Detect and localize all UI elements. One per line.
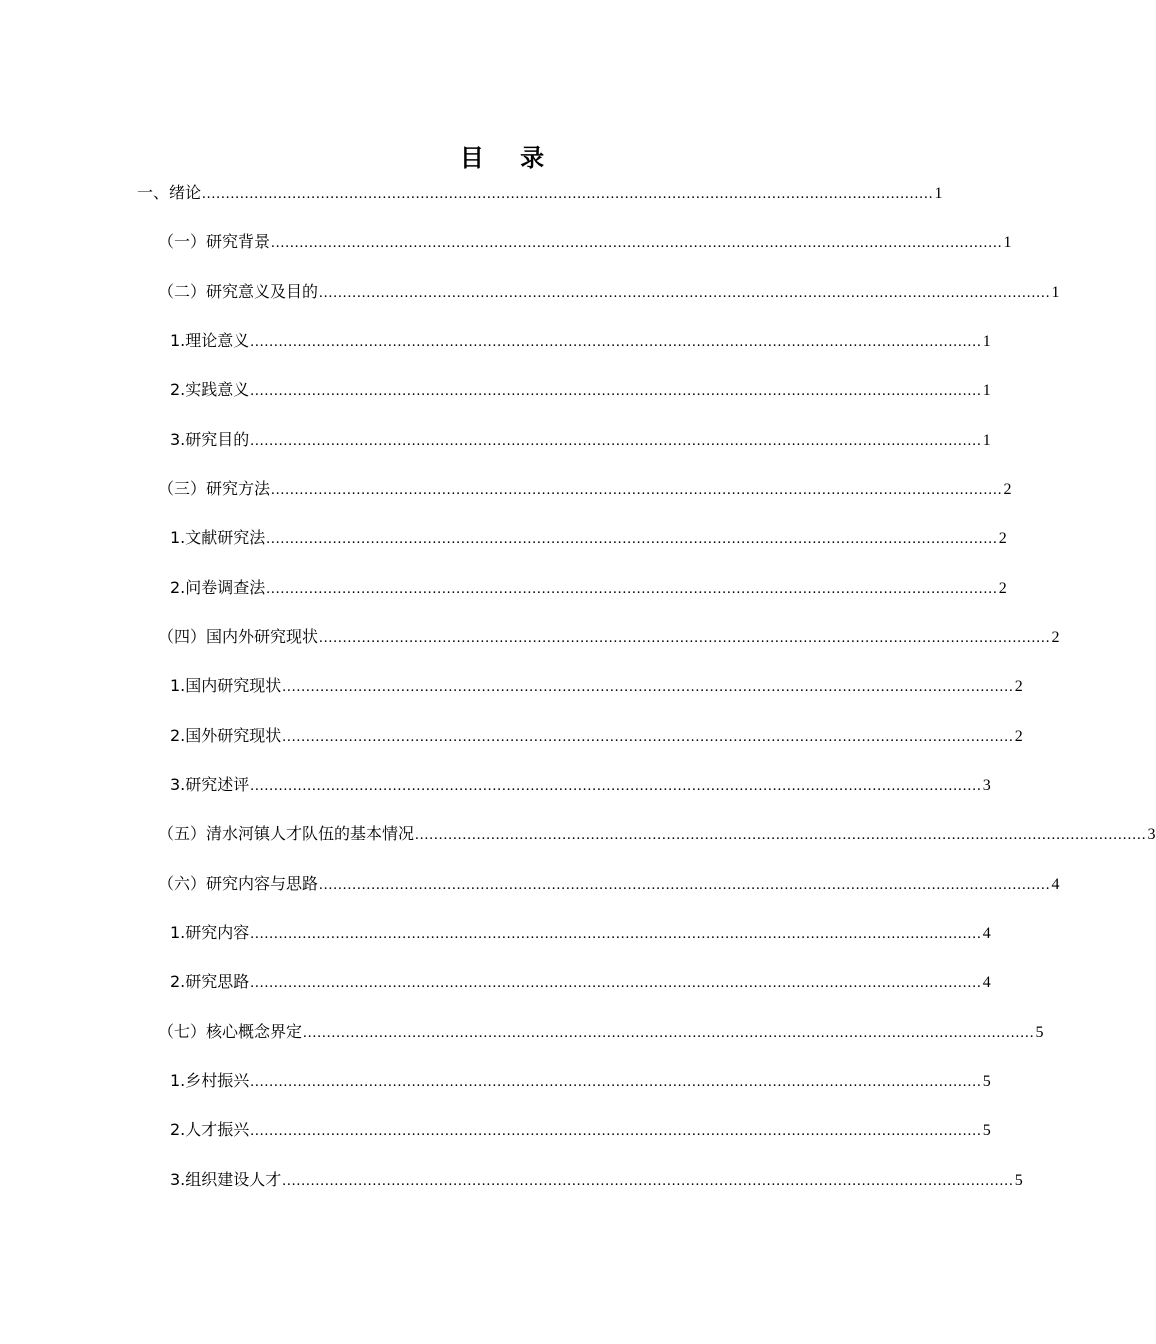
toc-entry-label: （一）研究背景 xyxy=(158,232,271,251)
dot-leader: .......................................................................................................................................................... xyxy=(319,630,1051,646)
toc-entry-label: 1.乡村振兴 xyxy=(170,1071,250,1090)
toc-entry[interactable] xyxy=(158,279,1060,305)
dot-leader: .......................................................................................................................................................... xyxy=(282,1173,1014,1189)
dot-leader: .......................................................................................................................................................... xyxy=(250,1074,982,1090)
dot-leader: .......................................................................................................................................................... xyxy=(202,186,934,202)
toc-entry-label: 1.国内研究现状 xyxy=(170,676,282,695)
toc-entry-label: （五）清水河镇人才队伍的基本情况 xyxy=(158,824,415,843)
toc-entry-label: 2.实践意义 xyxy=(170,380,250,399)
toc-entry[interactable] xyxy=(170,525,1007,551)
toc-entry-page: 1 xyxy=(982,382,991,399)
toc-entry[interactable] xyxy=(170,920,991,946)
toc-entry-page: 4 xyxy=(982,974,991,991)
toc-entry[interactable] xyxy=(170,1068,991,1094)
dot-leader: .......................................................................................................................................................... xyxy=(271,482,1003,498)
toc-entry[interactable] xyxy=(170,969,991,995)
toc-entry[interactable] xyxy=(158,1019,1044,1045)
toc-entry-page: 5 xyxy=(982,1073,991,1090)
dot-leader: .......................................................................................................................................................... xyxy=(282,679,1014,695)
toc-entry-label: （三）研究方法 xyxy=(158,479,271,498)
dot-leader: .......................................................................................................................................................... xyxy=(266,531,998,547)
toc-entry-page: 1 xyxy=(982,432,991,449)
toc-entry-page: 5 xyxy=(982,1122,991,1139)
dot-leader: .......................................................................................................................................................... xyxy=(250,926,982,942)
toc-entry-page: 1 xyxy=(1003,234,1012,251)
toc-entry-label: 2.研究思路 xyxy=(170,972,250,991)
dot-leader: .......................................................................................................................................................... xyxy=(319,285,1051,301)
toc-entry[interactable] xyxy=(170,673,1023,699)
toc-entry-page: 1 xyxy=(982,333,991,350)
toc-entry[interactable] xyxy=(170,427,991,453)
dot-leader: .......................................................................................................................................................... xyxy=(415,827,1147,843)
dot-leader: .......................................................................................................................................................... xyxy=(266,581,998,597)
toc-entry[interactable] xyxy=(170,1167,1023,1193)
toc-entry-label: 3.研究述评 xyxy=(170,775,250,794)
dot-leader: .......................................................................................................................................................... xyxy=(250,778,982,794)
toc-entry-page: 2 xyxy=(1014,728,1023,745)
toc-entry-label: （四）国内外研究现状 xyxy=(158,627,319,646)
toc-entry-page: 3 xyxy=(1147,826,1156,843)
toc-entry-label: 1.文献研究法 xyxy=(170,528,266,547)
toc-entry-page: 5 xyxy=(1035,1024,1044,1041)
toc-entry-page: 2 xyxy=(1003,481,1012,498)
toc-entry[interactable] xyxy=(170,328,991,354)
toc-entry-page: 1 xyxy=(934,185,943,202)
dot-leader: .......................................................................................................................................................... xyxy=(319,877,1051,893)
toc-entry-page: 2 xyxy=(1014,678,1023,695)
toc-entry-page: 2 xyxy=(998,530,1007,547)
toc-entry[interactable] xyxy=(158,476,1012,502)
dot-leader: .......................................................................................................................................................... xyxy=(282,729,1014,745)
dot-leader: .......................................................................................................................................................... xyxy=(250,1123,982,1139)
dot-leader: .......................................................................................................................................................... xyxy=(250,334,982,350)
toc-entry-label: （六）研究内容与思路 xyxy=(158,874,319,893)
toc-entry-page: 3 xyxy=(982,777,991,794)
toc-entry-page: 4 xyxy=(1051,876,1060,893)
toc-entry-label: 1.研究内容 xyxy=(170,923,250,942)
toc-entry[interactable] xyxy=(170,377,991,403)
toc-entry[interactable] xyxy=(158,229,1012,255)
toc-entry-page: 1 xyxy=(1051,284,1060,301)
toc-entry[interactable] xyxy=(158,821,1156,847)
toc-entry-label: 3.组织建设人才 xyxy=(170,1170,282,1189)
dot-leader: .......................................................................................................................................................... xyxy=(250,975,982,991)
dot-leader: .......................................................................................................................................................... xyxy=(303,1025,1035,1041)
toc-entry-page: 4 xyxy=(982,925,991,942)
toc-entry-page: 2 xyxy=(998,580,1007,597)
toc-entry-label: 2.问卷调查法 xyxy=(170,578,266,597)
dot-leader: .......................................................................................................................................................... xyxy=(271,235,1003,251)
toc-entry[interactable] xyxy=(170,723,1023,749)
toc-entry-label: 2.人才振兴 xyxy=(170,1120,250,1139)
toc-entry-label: 2.国外研究现状 xyxy=(170,726,282,745)
toc-entry-label: 3.研究目的 xyxy=(170,430,250,449)
toc-entry-page: 5 xyxy=(1014,1172,1023,1189)
dot-leader: .......................................................................................................................................................... xyxy=(250,433,982,449)
toc-entry[interactable] xyxy=(158,871,1060,897)
toc-entry[interactable] xyxy=(137,180,943,206)
page-title: 目 录 xyxy=(459,144,559,173)
dot-leader: .......................................................................................................................................................... xyxy=(250,383,982,399)
toc-entry[interactable] xyxy=(170,575,1007,601)
toc-entry-page: 2 xyxy=(1051,629,1060,646)
toc-entry-label: 1.理论意义 xyxy=(170,331,250,350)
toc-entry[interactable] xyxy=(158,624,1060,650)
toc-entry-label: （二）研究意义及目的 xyxy=(158,282,319,301)
toc-entry[interactable] xyxy=(170,772,991,798)
toc-entry[interactable] xyxy=(170,1117,991,1143)
toc-entry-label: 一、绪论 xyxy=(137,183,202,202)
toc-entry-label: （七）核心概念界定 xyxy=(158,1022,303,1041)
